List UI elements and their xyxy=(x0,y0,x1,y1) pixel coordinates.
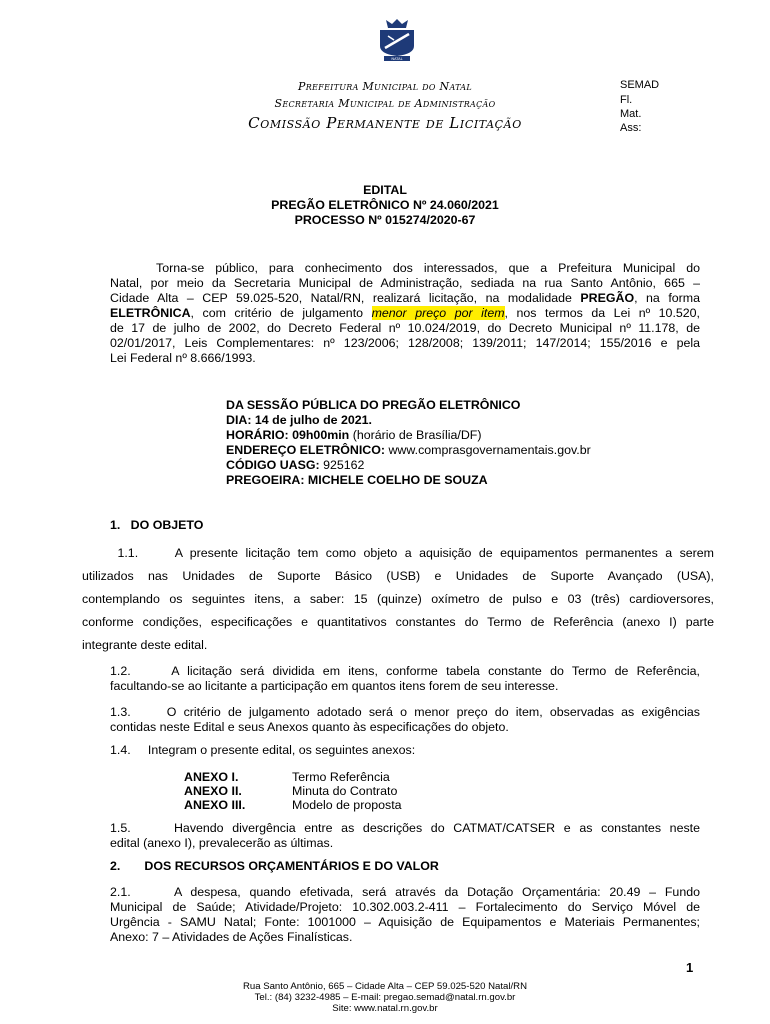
session-day: DIA: 14 de julho de 2021. xyxy=(226,413,372,427)
section2-1 xyxy=(110,885,700,945)
s15-line: edital (anexo I), prevalecerão as últimas. xyxy=(110,836,334,850)
stamp-fl: Fl. xyxy=(620,94,633,106)
s11-line: 1.1. A presente licitação tem como objeto a aquisição de equipamentos permanentes a serem xyxy=(110,546,714,560)
annex-item: ANEXO II. Minuta do Contrato xyxy=(184,784,398,798)
intro-line: Lei Federal nº 8.666/1993. xyxy=(110,351,256,365)
s11-line: contemplando os seguintes itens, a saber: 15 (quinze) oxímetro de pulso e 03 (três) cardioversores, xyxy=(82,592,714,606)
doc-title: EDITAL xyxy=(363,183,407,197)
natal-crest-logo xyxy=(372,16,422,62)
annex-item: ANEXO I. Termo Referência xyxy=(184,770,390,784)
section1-4: 1.4. Integram o presente edital, os seguintes anexos: xyxy=(110,743,416,757)
header-secretaria: Secretaria Municipal de Administração xyxy=(274,97,496,110)
s11-line: utilizados nas Unidades de Suporte Básico (USB) e Unidades de Suporte Avançado (USA), xyxy=(82,569,714,583)
session-address: ENDEREÇO ELETRÔNICO: www.comprasgovernamentais.gov.br xyxy=(226,443,591,457)
highlight-criterio: menor preço por item xyxy=(371,306,505,320)
intro-paragraph xyxy=(110,261,700,366)
intro-line: Natal, por meio da Secretaria Municipal de Administração, sediada na rua Santo Antônio, 665 – xyxy=(110,276,700,290)
s12-line: facultando-se ao licitante a participação em quantos itens forem de seu interesse. xyxy=(110,679,559,693)
session-uasg: CÓDIGO UASG: 925162 xyxy=(226,458,365,472)
s21-line: Anexo: 7 – Atividades de Ações Finalísticas. xyxy=(110,930,353,944)
s21-line: Urgência - SAMU Natal; Fonte: 1001000 – Aquisição de Equipamentos e Materiais Permanentes; xyxy=(110,915,700,929)
stamp-ass: Ass: xyxy=(620,122,642,134)
header-comissao: Comissão Permanente de Licitação xyxy=(248,114,522,132)
s21-line: 2.1. A despesa, quando efetivada, será através da Dotação Orçamentária: 20.49 – Fundo xyxy=(110,885,700,899)
section1-3 xyxy=(110,705,700,735)
intro-line: 02/01/2017, Leis Complementares: nº 123/2006; 128/2008; 139/2011; 147/2014; 155/2016 e pela xyxy=(110,336,700,350)
stamp-mat: Mat. xyxy=(620,108,642,120)
annex-item: ANEXO III. Modelo de proposta xyxy=(184,798,402,812)
section1-5 xyxy=(110,821,700,851)
s21-line: Municipal de Saúde; Atividade/Projeto: 10.302.003.2-411 – Fortalecimento do Serviço Móvel de xyxy=(110,900,700,914)
session-heading: DA SESSÃO PÚBLICA DO PREGÃO ELETRÔNICO xyxy=(226,398,521,412)
footer-address: Rua Santo Antônio, 665 – Cidade Alta – CEP 59.025-520 Natal/RN xyxy=(242,981,528,992)
stamp-semad: SEMAD xyxy=(620,79,660,91)
annex-list xyxy=(184,770,402,812)
crest-label: NATAL xyxy=(391,57,403,62)
s13-line: 1.3. O critério de julgamento adotado será o menor preço do item, observadas as exigências xyxy=(110,705,700,719)
intro-line: ELETRÔNICA, com critério de julgamento menor preço por item, nos termos da Lei nº 10.520, xyxy=(110,306,700,320)
s13-line: contidas neste Edital e seus Anexos quanto às especificações do objeto. xyxy=(110,720,509,734)
doc-pregao-number: PREGÃO ELETRÔNICO Nº 24.060/2021 xyxy=(271,198,499,212)
intro-line: Cidade Alta – CEP 59.025-520, Natal/RN, realizará licitação, na modalidade PREGÃO, na forma xyxy=(110,291,700,305)
footer-site: Site: www.natal.rn.gov.br xyxy=(332,1003,438,1014)
section1-1 xyxy=(82,542,714,657)
section1-heading: 1. DO OBJETO xyxy=(110,518,204,532)
s11-line: integrante deste edital. xyxy=(82,638,208,652)
doc-processo-number: PROCESSO Nº 015274/2020-67 xyxy=(294,213,476,227)
section1-2 xyxy=(110,664,700,694)
header-prefeitura: Prefeitura Municipal do Natal xyxy=(298,80,472,93)
s11-line: conforme condições, especificações e quantitativos constantes do Termo de Referência (anexo I) parte xyxy=(82,615,714,629)
page-number: 1 xyxy=(686,960,694,975)
s12-line: 1.2. A licitação será dividida em itens, conforme tabela constante do Termo de Referência, xyxy=(110,664,700,678)
intro-line: Torna-se público, para conhecimento dos interessados, que a Prefeitura Municipal do xyxy=(156,261,700,275)
section2-heading: 2. DOS RECURSOS ORÇAMENTÁRIOS E DO VALOR xyxy=(110,859,439,873)
s15-line: 1.5. Havendo divergência entre as descrições do CATMAT/CATSER e as constantes neste xyxy=(110,821,700,835)
intro-line: de 17 de julho de 2002, do Decreto Federal nº 10.024/2019, do Decreto Municipal nº 11.178, de xyxy=(110,321,700,335)
footer-contact: Tel.: (84) 3232-4985 – E-mail: pregao.semad@natal.rn.gov.br xyxy=(254,992,516,1003)
session-info xyxy=(226,398,591,488)
session-pregoeira: PREGOEIRA: MICHELE COELHO DE SOUZA xyxy=(226,473,488,487)
session-time: HORÁRIO: 09h00min (horário de Brasília/DF) xyxy=(226,428,482,442)
